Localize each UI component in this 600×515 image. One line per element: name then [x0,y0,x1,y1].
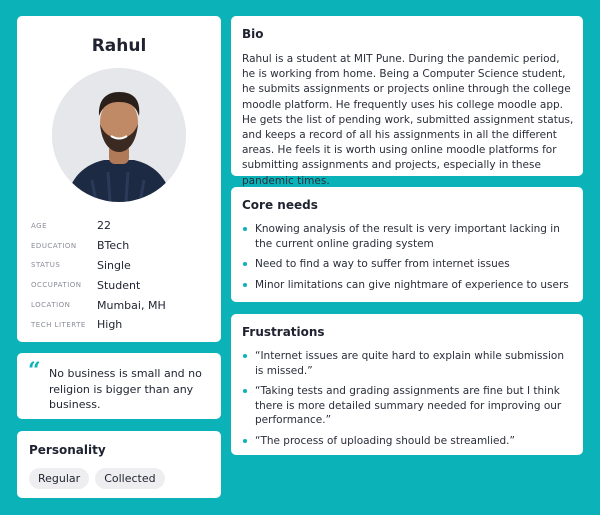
attribute-row [31,236,213,256]
personality-tag: Regular [29,468,89,489]
quote-mark-icon: “ [28,358,41,384]
quote-card [17,353,221,419]
profile-card [17,16,221,342]
attribute-row [31,216,213,236]
list-item: “Taking tests and grading assignments are fine but I think there is more detailed summary needed for improving our performance.” [242,384,574,428]
attribute-key: OCCUPATION [31,281,82,290]
quote-text: No business is small and no religion is bigger than any business. [49,367,202,411]
attribute-value: 22 [97,219,111,233]
attribute-key: LOCATION [31,301,71,310]
bio-title: Bio [242,27,264,41]
frustrations-title: Frustrations [242,325,325,339]
personality-card [17,431,221,498]
frustrations-card [231,314,583,455]
attribute-row [31,295,213,315]
attribute-row [31,256,213,276]
attribute-row [31,315,213,335]
attribute-key: TECH LITERTE [31,320,86,329]
attribute-value: BTech [97,239,130,253]
avatar-photo [52,68,186,202]
persona-name: Rahul [91,36,147,56]
attribute-value: Single [97,258,131,272]
personality-title: Personality [29,443,106,457]
core-needs-title: Core needs [242,198,318,212]
attribute-key: STATUS [31,261,61,270]
personality-tag: Collected [95,468,164,489]
list-item: “The process of uploading should be streamlied.” [242,434,574,449]
list-item: Minor limitations can give nightmare of experience to users [242,278,574,293]
attribute-key: EDUCATION [31,241,77,250]
personality-tags [29,468,165,489]
list-item: Knowing analysis of the result is very important lacking in the current online grading system [242,222,574,251]
core-needs-card [231,187,583,302]
attribute-value: Mumbai, MH [97,298,166,312]
attribute-list [31,216,213,335]
bio-card [231,16,583,187]
attribute-key: AGE [31,221,48,230]
bio-text: Rahul is a student at MIT Pune. During the pandemic period, he is working from home. Being a Computer Science student, he submits assignments or projects online through the college moodle platform. He frequently uses his college moodle app. He gets the list of pending work, submitted assignment status, and keeps a record of all his assignments in all the different areas. He feels it is worth using online moodle platforms for submitting assignments and projects, especially in these pandemic times. [242,53,574,187]
frustrations-list [242,349,574,454]
list-item: “Internet issues are quite hard to explain while submission is missed.” [242,349,574,378]
attribute-value: High [97,318,123,332]
attribute-row [31,275,213,295]
attribute-value: Student [97,278,141,292]
core-needs-list [242,222,574,298]
list-item: Need to find a way to suffer from internet issues [242,257,574,272]
avatar [52,68,186,202]
